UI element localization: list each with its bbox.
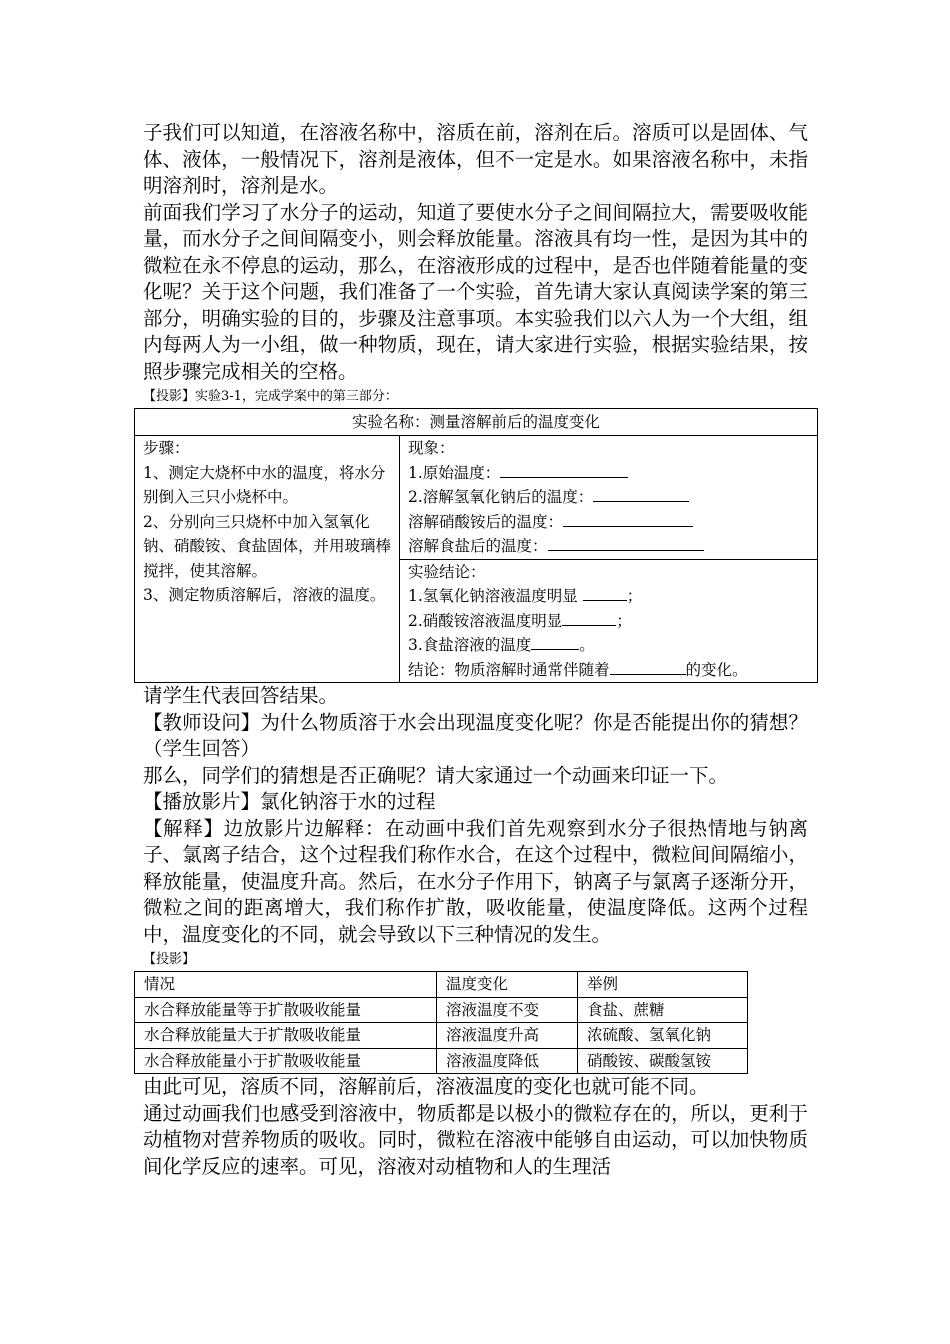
experiment-table [134, 408, 818, 683]
answer-blank[interactable] [583, 584, 627, 601]
table-row [135, 1023, 748, 1049]
phenomena-cell [400, 436, 818, 560]
answer-blank[interactable] [610, 658, 686, 675]
punctuation: ； [626, 587, 643, 605]
table-cell: 食盐、蔗糖 [578, 997, 748, 1023]
step-item: 3、测定物质溶解后，溶液的温度。 [143, 586, 386, 604]
table-cell: 硝酸铵、碳酸氢铵 [578, 1048, 748, 1074]
table-cell: 浓硫酸、氢氧化钠 [578, 1023, 748, 1049]
step-item: 1、测定大烧杯中水的温度，将水分别倒入三只小烧杯中。 [143, 463, 386, 506]
answer-blank[interactable] [593, 485, 689, 502]
paragraph: 那么，同学们的猜想是否正确呢？请大家通过一个动画来印证一下。 [143, 763, 729, 787]
step-item: 2、分别向三只烧杯中加入氢氧化钠、硝酸铵、食盐固体，并用玻璃棒搅拌，使其溶解。 [143, 512, 392, 580]
experiment-title: 实验名称：测量溶解前后的温度变化 [135, 409, 818, 436]
table-header: 情况 [135, 972, 437, 998]
paragraph: 前面我们学习了水分子的运动，知道了要使水分子之间间隔拉大，需要吸收能量，而水分子之间间隔变小，则会释放能量。溶液具有均一性，是因为其中的微粒在永不停息的运动，那么，在溶液形成的过程中，是否也伴随着能量的变化呢？关于这个问题，我们准备了一个实验，首先请大家认真阅读学案的第三部分，明确实验的目的，步骤及注意事项。本实验我们以六人为一个大组，组内每两人为一小组，做一种物质，现在，请大家进行实验，根据实验结果，按照步骤完成相关的空格。 [143, 200, 808, 383]
paragraph: 通过动画我们也感受到溶液中，物质都是以极小的微粒存在的，所以，更利于动植物对营养物质的吸收。同时，微粒在溶液中能够自由运动，可以加快物质间化学反应的速率。可见，溶液对动植物和人的生理活 [143, 1101, 808, 1178]
document-page [143, 120, 808, 1180]
paragraph: 【解释】边放影片边解释：在动画中我们首先观察到水分子很热情地与钠离子、氯离子结合，这个过程我们称作水合，在这个过程中，微粒间间隔缩小，释放能量，使温度升高。然后，在水分子作用下，钠离子与氯离子逐渐分开，微粒之间的距离增大，我们称作扩散，吸收能量，使温度降低。这两个过程中，温度变化的不同，就会导致以下三种情况的发生。 [143, 816, 808, 946]
answer-blank[interactable] [531, 633, 579, 650]
conclusion-item: 2.硝酸铵溶液温度明显 [408, 611, 563, 630]
steps-heading: 步骤： [143, 439, 190, 457]
phenomenon-item: 溶解硝酸铵后的温度： [408, 512, 564, 531]
conclusion-item: 1.氢氧化钠溶液温度明显 [408, 587, 578, 605]
conclusion-cell [400, 559, 818, 683]
table-row [135, 1048, 748, 1074]
table-cell: 溶液温度升高 [437, 1023, 578, 1049]
table-cell: 水合释放能量等于扩散吸收能量 [135, 997, 437, 1023]
paragraph: 子我们可以知道，在溶液名称中，溶质在前，溶剂在后。溶质可以是固体、气体、液体，一般情况下，溶剂是液体，但不一定是水。如果溶液名称中，未指明溶剂时，溶剂是水。 [143, 121, 808, 197]
paragraph: 【教师设问】为什么物质溶于水会出现温度变化呢？你是否能提出你的猜想？（学生回答） [143, 710, 808, 760]
punctuation: 。 [579, 636, 595, 654]
phenomenon-item: 1.原始温度： [408, 463, 501, 482]
table-header: 温度变化 [437, 972, 578, 998]
punctuation: ； [616, 611, 632, 630]
conclusion-heading: 实验结论： [408, 562, 486, 581]
answer-blank[interactable] [500, 461, 628, 478]
table-row [135, 997, 748, 1023]
table-cell: 溶液温度降低 [437, 1048, 578, 1074]
caption-projection: 【投影】 [143, 952, 196, 967]
paragraph: 请学生代表回答结果。 [143, 684, 339, 707]
dissolution-table [134, 971, 748, 1074]
table-cell: 溶液温度不变 [437, 997, 578, 1023]
table-header: 举例 [578, 972, 748, 998]
phenomenon-item: 2.溶解氢氧化钠后的温度： [408, 488, 594, 506]
answer-blank[interactable] [563, 510, 693, 527]
paragraph: 由此可见，溶质不同，溶解前后，溶液温度的变化也就可能不同。 [143, 1075, 709, 1098]
paragraph: 【播放影片】氯化钠溶于水的过程 [143, 790, 436, 813]
steps-cell [135, 436, 400, 683]
table-cell: 水合释放能量大于扩散吸收能量 [135, 1023, 437, 1049]
answer-blank[interactable] [562, 609, 616, 626]
conclusion-item: 3.食盐溶液的温度 [408, 636, 532, 654]
conclusion-item-end: 的变化。 [685, 660, 748, 679]
table-cell: 水合释放能量小于扩散吸收能量 [135, 1048, 437, 1074]
caption-projection: 【投影】实验3-1，完成学案中的第三部分： [143, 389, 398, 404]
table-header-row [135, 972, 748, 998]
answer-blank[interactable] [548, 534, 704, 551]
conclusion-item: 结论：物质溶解时通常伴随着 [408, 660, 610, 679]
phenomena-heading: 现象： [408, 439, 455, 457]
phenomenon-item: 溶解食盐后的温度： [408, 537, 548, 555]
